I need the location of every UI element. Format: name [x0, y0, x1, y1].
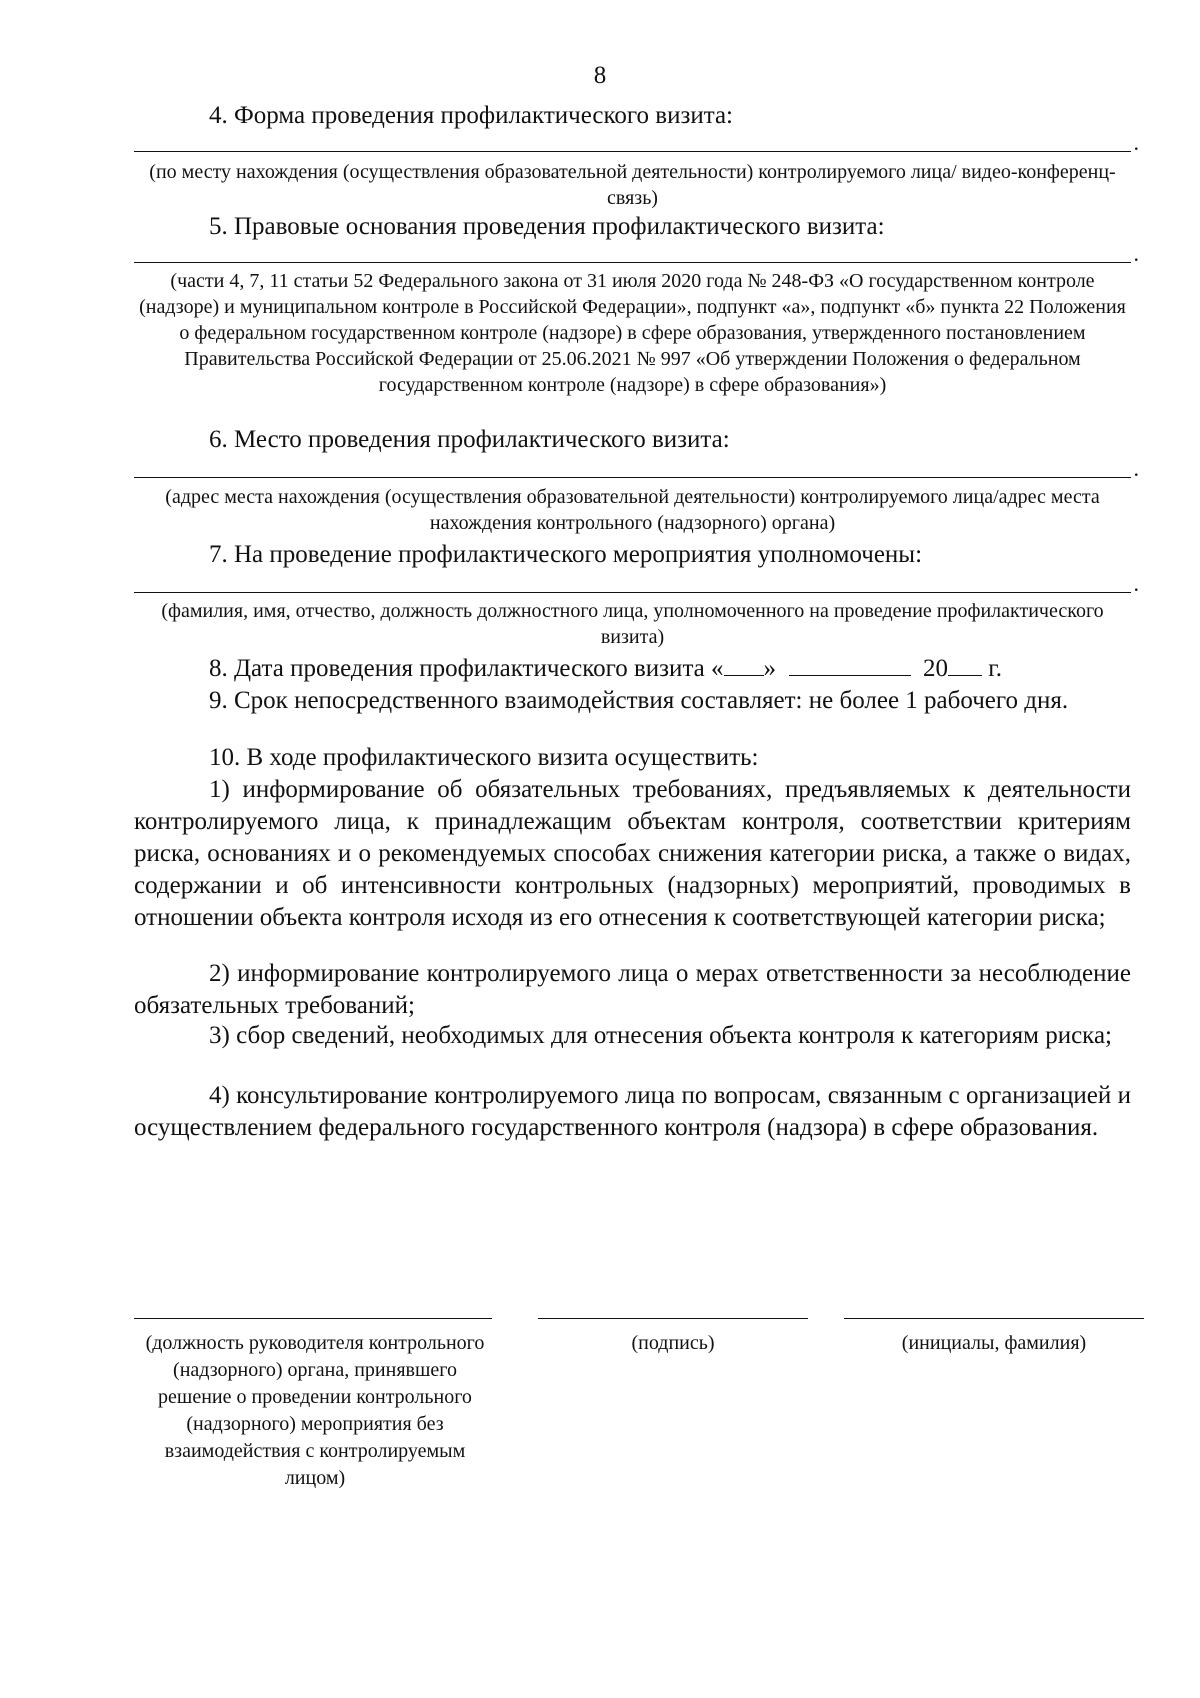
item9-paragraph — [134, 685, 1131, 717]
item10-sub2-paragraph — [134, 958, 1131, 1022]
item10-sub4: 4) консультирование контролируемого лица по вопросам, связанным с организацией и осуществлением федерального государственного контроля (надзора) в сфере образования. — [134, 1082, 1131, 1141]
item6-caption: (адрес места нахождения (осуществления образовательной деятельности) контролируемого лица/адрес места нахождения контрольного (надзорного) органа) — [165, 486, 1100, 534]
item6-fill-line[interactable] — [134, 477, 1131, 478]
item5-heading: 5. Правовые основания проведения профилактического визита: — [209, 213, 885, 240]
item10-heading-paragraph — [134, 742, 1131, 774]
signature-caption: (подпись) — [631, 1332, 715, 1354]
item5-caption: (части 4, 7, 11 статьи 52 Федерального закона от 31 июля 2020 года № 248-ФЗ «О государственном контроле (надзоре) и муниципальном контроле в Российской Федерации», подпункт «а», подпункт «б» пункта 22 Положения о федеральном государственном контроле (надзоре) в сфере образования, утвержденного постановлением Правительства Российской Федерации от 25.06.2021 № 997 «Об утверждении Положения о федеральном государственном контроле (надзоре) в сфере образования») — [139, 270, 1126, 396]
item10-sub4-paragraph — [134, 1080, 1131, 1144]
item10-sub1: 1) информирование об обязательных требованиях, предъявляемых к деятельности контролируемого лица, к принадлежащим объектам контроля, соответствии критериям риска, основаниях и о рекомендуемых способах снижения категории риска, а также о видах, содержании и об интенсивности контрольных (надзорных) мероприятий, проводимых в отношении объекта контроля исходя из его отнесения к соответствующей категории риска; — [134, 776, 1131, 931]
item7-caption: (фамилия, имя, отчество, должность должностного лица, уполномоченного на проведение профилактического визита) — [161, 600, 1104, 648]
item8-year-suffix: г. — [988, 655, 1002, 682]
item10-heading: 10. В ходе профилактического визита осуществить: — [209, 744, 759, 771]
item4-fill-line[interactable] — [134, 151, 1131, 152]
item7-fill-line[interactable] — [134, 592, 1131, 593]
signature-line[interactable] — [538, 1318, 808, 1319]
item8-year-prefix: 20 — [923, 655, 949, 682]
item4-caption: (по месту нахождения (осуществления образовательной деятельности) контролируемого лица/ видео-конференц-связь) — [149, 161, 1116, 209]
date-year-blank[interactable] — [948, 653, 982, 676]
position-caption: (должность руководителя контрольного (надзорного) органа, принявшего решение о проведении контрольного (надзорного) мероприятия без взаимодействия с контролируемым лицом) — [145, 1332, 485, 1489]
item10-sub2: 2) информирование контролируемого лица о мерах ответственности за несоблюдение обязательных требований; — [134, 960, 1131, 1019]
page-number: 8 — [593, 62, 607, 89]
item10-sub3: 3) сбор сведений, необходимых для отнесения объекта контроля к категориям риска; — [209, 1022, 1112, 1049]
item8-prefix: 8. Дата проведения профилактического визита « — [209, 655, 724, 682]
name-caption: (инициалы, фамилия) — [901, 1332, 1087, 1354]
item4-heading: 4. Форма проведения профилактического визита: — [209, 102, 733, 129]
item10-sub1-paragraph — [134, 774, 1131, 934]
name-signature-line[interactable] — [844, 1318, 1144, 1319]
item5-fill-line[interactable] — [134, 262, 1131, 263]
item8-date-line — [134, 653, 1131, 685]
date-day-blank[interactable] — [724, 653, 764, 676]
item10-sub3-paragraph — [134, 1020, 1131, 1052]
date-month-blank[interactable] — [789, 653, 911, 676]
item8-close-quote: » — [763, 655, 777, 682]
item7-heading: 7. На проведение профилактического мероприятия уполномочены: — [209, 541, 923, 568]
position-signature-line[interactable] — [134, 1318, 492, 1319]
item9-text: 9. Срок непосредственного взаимодействия составляет: не более 1 рабочего дня. — [209, 687, 1069, 714]
item6-heading: 6. Место проведения профилактического визита: — [209, 426, 730, 453]
